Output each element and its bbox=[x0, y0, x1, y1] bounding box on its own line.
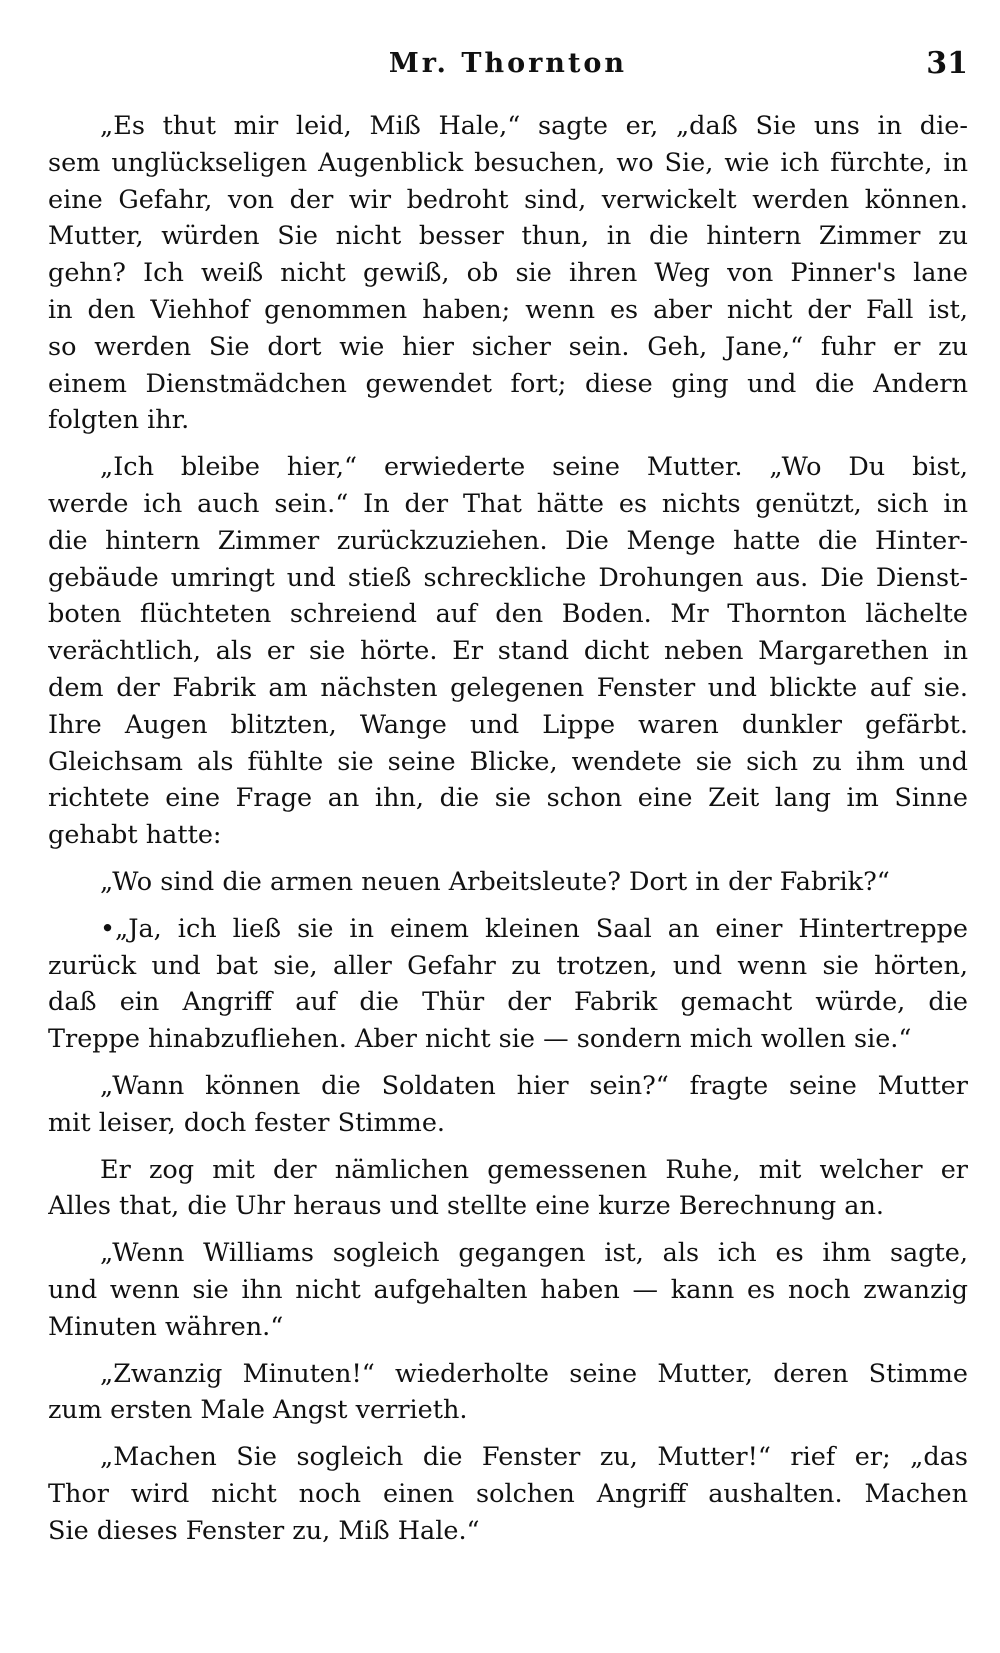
text-line: „Machen Sie sogleich die Fenster zu, Mutter!“ rief er; „das bbox=[100, 1442, 968, 1473]
paragraph bbox=[48, 449, 968, 854]
text-line: richtete eine Frage an ihn, die sie schon eine Zeit lang im Sinne bbox=[48, 783, 968, 814]
text-line: Minuten währen.“ bbox=[48, 1311, 284, 1342]
paragraph bbox=[48, 864, 968, 901]
text-line: „Wo sind die armen neuen Arbeitsleute? Dort in der Fabrik?“ bbox=[100, 866, 890, 897]
text-line: in den Viehhof genommen haben; wenn es aber nicht der Fall ist, bbox=[48, 294, 968, 325]
text-line: gehabt hatte: bbox=[48, 820, 222, 851]
text-line: Treppe hinabzufliehen. Aber nicht sie — sondern mich wollen sie.“ bbox=[48, 1024, 912, 1055]
text-line: Ihre Augen blitzten, Wange und Lippe waren dunkler gefärbt. bbox=[48, 709, 968, 740]
text-line: gehn? Ich weiß nicht gewiß, ob sie ihren Weg von Pinner's lane bbox=[48, 258, 968, 289]
body-text bbox=[48, 108, 968, 1559]
text-line: einem Dienstmädchen gewendet fort; diese ging und die Andern bbox=[48, 368, 968, 399]
paragraph bbox=[48, 1068, 968, 1142]
running-title: Mr. Thornton bbox=[388, 48, 628, 79]
page-number: 31 bbox=[926, 46, 968, 81]
text-line: „Ich bleibe hier,“ erwiederte seine Mutter. „Wo Du bist, bbox=[100, 452, 968, 483]
text-line: Alles that, die Uhr heraus und stellte eine kurze Berechnung an. bbox=[48, 1191, 885, 1222]
text-line: zum ersten Male Angst verrieth. bbox=[48, 1395, 468, 1426]
text-line: Er zog mit der nämlichen gemessenen Ruhe, mit welcher er bbox=[100, 1154, 968, 1185]
text-line: „Wann können die Soldaten hier sein?“ fragte seine Mutter bbox=[100, 1070, 968, 1101]
text-line: Thor wird nicht noch einen solchen Angriff aushalten. Machen bbox=[48, 1478, 968, 1509]
paragraph bbox=[48, 1235, 968, 1345]
text-line: „Es thut mir leid, Miß Hale,“ sagte er, „daß Sie uns in die- bbox=[100, 111, 968, 141]
text-line: zurück und bat sie, aller Gefahr zu trotzen, und wenn sie hörten, bbox=[48, 950, 968, 981]
text-line: Mutter, würden Sie nicht besser thun, in die hintern Zimmer zu bbox=[48, 221, 968, 252]
text-line: „Zwanzig Minuten!“ wiederholte seine Mutter, deren Stimme bbox=[100, 1358, 968, 1389]
paragraph bbox=[48, 1152, 968, 1226]
text-line: •„Ja, ich ließ sie in einem kleinen Saal an einer Hintertreppe bbox=[100, 913, 968, 944]
text-line: boten flüchteten schreiend auf den Boden. Mr Thornton lächelte bbox=[48, 599, 968, 630]
paragraph bbox=[48, 1356, 968, 1430]
text-line: gebäude umringt und stieß schreckliche Drohungen aus. Die Dienst- bbox=[48, 562, 968, 593]
text-line: so werden Sie dort wie hier sicher sein. Geh, Jane,“ fuhr er zu bbox=[48, 331, 968, 362]
text-line: Sie dieses Fenster zu, Miß Hale.“ bbox=[48, 1515, 480, 1546]
text-line: dem der Fabrik am nächsten gelegenen Fenster und blickte auf sie. bbox=[48, 672, 968, 703]
text-line: daß ein Angriff auf die Thür der Fabrik gemacht würde, die bbox=[48, 987, 968, 1018]
text-line: werde ich auch sein.“ In der That hätte es nichts genützt, sich in bbox=[48, 488, 968, 519]
text-line: „Wenn Williams sogleich gegangen ist, als ich es ihm sagte, bbox=[100, 1238, 968, 1269]
text-line: die hintern Zimmer zurückzuziehen. Die Menge hatte die Hinter- bbox=[48, 525, 968, 556]
paragraph bbox=[48, 1439, 968, 1549]
text-line: folgten ihr. bbox=[48, 405, 190, 436]
running-head bbox=[48, 38, 968, 90]
text-line: und wenn sie ihn nicht aufgehalten haben — kann es noch zwanzig bbox=[48, 1274, 968, 1305]
text-line: Gleichsam als fühlte sie seine Blicke, wendete sie sich zu ihm und bbox=[48, 746, 968, 777]
paragraph bbox=[48, 911, 968, 1058]
text-line: sem unglückseligen Augenblick besuchen, wo Sie, wie ich fürchte, in bbox=[48, 147, 968, 178]
paragraph bbox=[48, 108, 968, 439]
text-line: eine Gefahr, von der wir bedroht sind, verwickelt werden können. bbox=[48, 184, 968, 215]
text-line: verächtlich, als er sie hörte. Er stand dicht neben Margarethen in bbox=[48, 636, 968, 667]
text-line: mit leiser, doch fester Stimme. bbox=[48, 1107, 446, 1138]
